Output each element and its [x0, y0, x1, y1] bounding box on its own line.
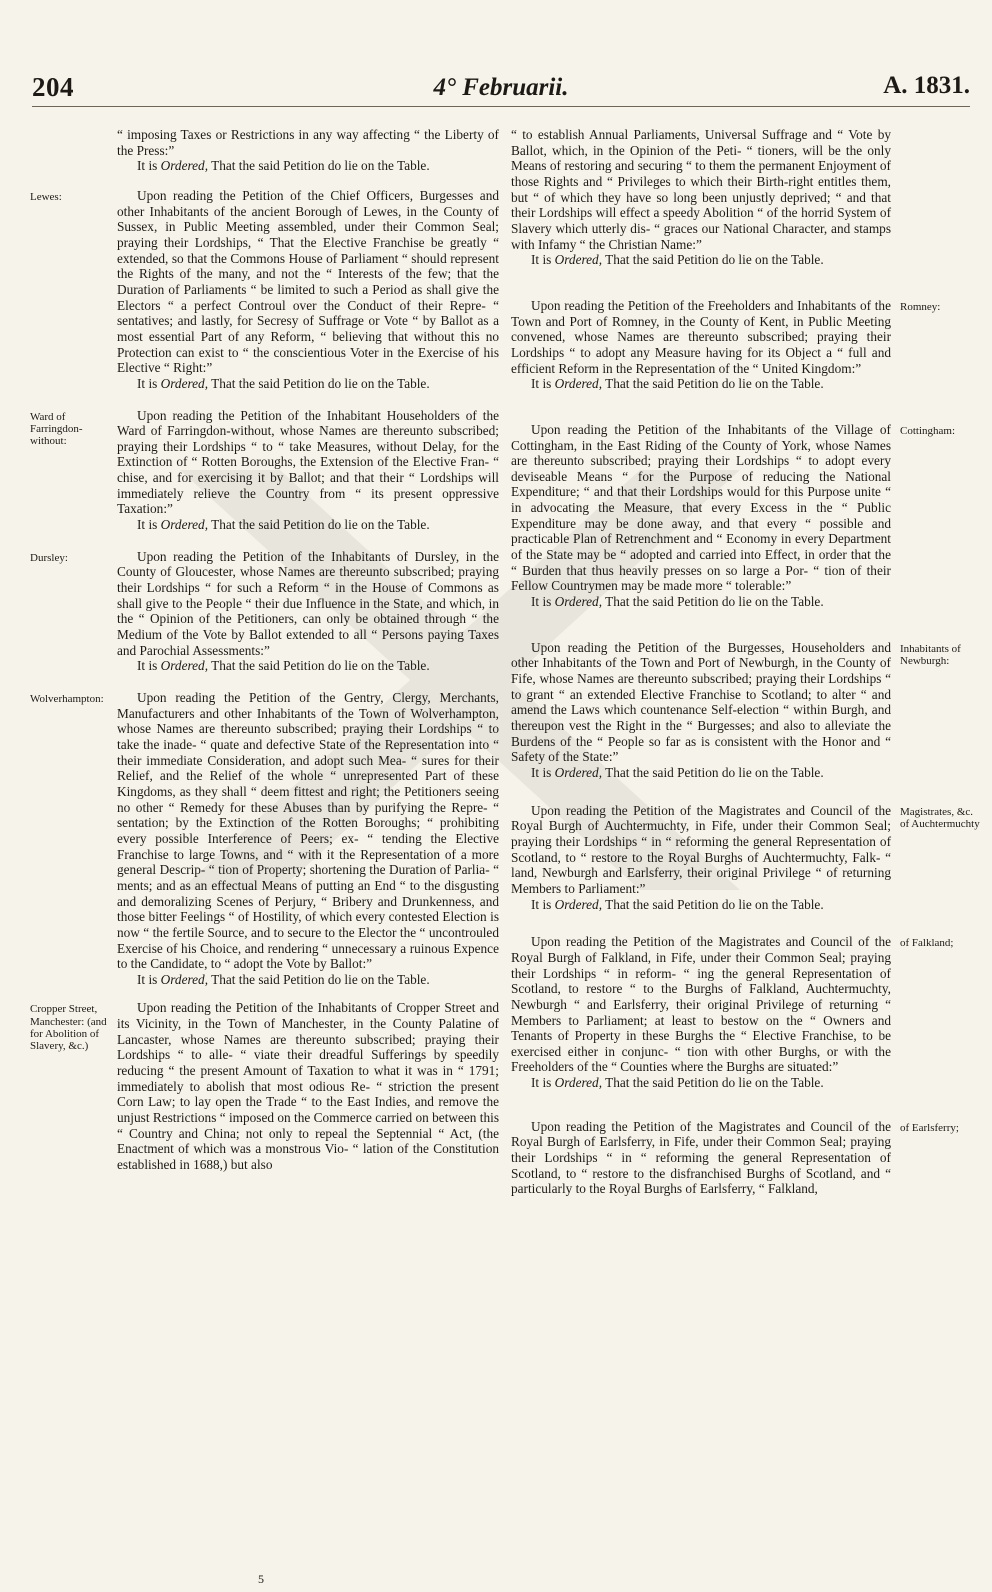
order-ordered: Ordered,: [554, 594, 603, 610]
order-ordered: Ordered,: [160, 517, 209, 533]
right-column: [511, 113, 980, 1197]
margin-label: Wolverhampton:: [30, 693, 104, 705]
order-prefix: It is: [531, 896, 555, 912]
margin-label: of Falkland;: [900, 937, 954, 950]
order-prefix: It is: [137, 658, 161, 674]
petition-entry: [30, 1000, 499, 1173]
order-prefix: It is: [137, 517, 161, 533]
order-suffix: That the said Petition do lie on the Table.: [208, 517, 430, 533]
petition-text: Upon reading the Petition of the Inhabitants of the Village of Cottingham, in the East Riding of the County of York, whose Names are thereunto subscribed; praying their Lordships “ to adopt every deviseable Means “ for the Purpose of reducing the National Expenditure; “ and that their Lordships would for this Purpose unite “ in advocating the Measure, that every Excess in the “ Public Expenditure may be done away, and that every “ possible and practicable Plan of Retrenchment and “ Economy in every Department of the State may be “ adopted and carried into Effect, in order that the “ Burden that thus heavily presses on so large a Por- “ tion of their Fellow Countrymen may be made more “ tolerable:”: [511, 421, 891, 594]
order-line: [117, 158, 499, 174]
order-line: [117, 376, 499, 392]
petition-text: “ imposing Taxes or Restrictions in any way affecting “ the Liberty of the Press:”: [117, 127, 499, 158]
margin-label: of Earlsferry;: [900, 1121, 959, 1134]
petition-text: Upon reading the Petition of the Magistrates and Council of the Royal Burgh of Falkland, in Fife, under their Common Seal; praying their Lordships “ in reform- “ ing the general Representation of Scotland, to restore “ to the Burghs of Falkland, Auchtermuchty, Newburgh “ and Earlsferry, their original Privilege of returning “ Members to Parliament; at least to bestow on the “ Owners and Tenants of Property in these Burghs the “ Elective Franchise, to be exercised either in conjunc- “ tion with other Burghs, or with the Freeholders of the “ Counties where the Burghs are situated:”: [511, 934, 891, 1075]
order-ordered: Ordered,: [554, 1075, 603, 1091]
order-ordered: Ordered,: [554, 252, 603, 268]
margin-label: Cropper Street, Manchester: (and for Abolition of Slavery, &c.): [30, 1003, 107, 1053]
order-ordered: Ordered,: [554, 896, 603, 912]
petition-entry: [30, 407, 499, 533]
order-suffix: That the said Petition do lie on the Table.: [208, 971, 430, 987]
petition-entry: [511, 127, 891, 268]
order-prefix: It is: [531, 376, 555, 392]
petition-text: Upon reading the Petition of the Magistrates and Council of the Royal Burgh of Auchtermuchty, in Fife, under their Common Seal; praying their Lordships “ in “ reforming the general Representation of Scotland, to “ restore to the Royal Burghs of Auchtermuchty, Falk- “ land, Newburgh and Earlsferry, their original Privilege “ of returning Members to Parliament:”: [511, 802, 891, 896]
petition-entry: [511, 639, 961, 781]
order-suffix: That the said Petition do lie on the Table.: [208, 658, 430, 674]
order-ordered: Ordered,: [160, 375, 209, 391]
margin-label: Lewes:: [30, 190, 62, 203]
order-suffix: That the said Petition do lie on the Table.: [602, 376, 824, 392]
order-suffix: That the said Petition do lie on the Table.: [208, 158, 430, 174]
order-line: [117, 517, 499, 533]
petition-entry: [511, 421, 955, 610]
order-ordered: Ordered,: [554, 376, 603, 392]
margin-label: Magistrates, &c. of Auchtermuchty: [900, 805, 980, 830]
order-suffix: That the said Petition do lie on the Table.: [602, 252, 824, 268]
petition-text: Upon reading the Petition of the Gentry, Clergy, Merchants, Manufacturers and other Inhabitants of the Town of Wolverhampton, whose Names are thereunto subscribed; praying their Lordships “ to take the inade- “ quate and defective State of the Representation into “ their immediate Consideration, and adopt such Mea- “ sures for their Relief, and the Relief of the whole “ unrepresented Part of these Kingdoms, as they shall “ deem fittest and right; the Petitioners seeing no other “ Remedy for these Abuses than by purifying the Repre- “ sentation; by the Extinction of the Rotten Boroughs; “ prohibiting every possible Interference of Peers; ex- “ tending the Elective Franchise to large Towns, and “ with it the Representation of a more general Descrip- “ tion of Property; shortening the Duration of Parlia- “ ments; and as an effectual Means of putting an End “ to the disgusting and demoralizing Scenes of Perjury, “ Bribery and Drunkenness, and those bitter Feelings “ of Hostility, of which every contested Election is now “ the fertile Source, and to secure to the Elector the “ uncontrouled Exercise of his Choice, and rendering “ unnecessary a ruinous Expence to the Candidate, to “ adopt the Vote by Ballot:”: [117, 690, 499, 972]
order-suffix: That the said Petition do lie on the Table.: [602, 764, 824, 780]
petition-text: Upon reading the Petition of the Magistrates and Council of the Royal Burgh of Earlsferry, in Fife, under their Common Seal; praying their Lordships “ in “ reforming the general Representation of Scotland, to “ restore to the disfranchised Burghs of Scotland, and “ particularly to the Royal Burghs of Earlsferry, “ Falkland,: [511, 1118, 891, 1197]
petition-entry: [511, 934, 954, 1091]
margin-label: Cottingham:: [900, 424, 955, 437]
margin-label: Romney:: [900, 300, 941, 313]
petition-entry: [511, 802, 980, 913]
petition-text: Upon reading the Petition of the Chief Officers, Burgesses and other Inhabitants of the ancient Borough of Lewes, in the County of Sussex, in Public Meeting assembled, under their Common Seal; praying their Lordships, “ That the Elective Franchise be greatly “ extended, so that the Commons House of Parliament “ should represent the Rights of the many, and not the “ Interests of the few; that the Duration of Parliaments “ be limited to such a Period as shall give the Electors “ a perfect Controul over the Conduct of their Repre- “ sentatives; and lastly, for Secresy of Suffrage or Vote “ by Ballot as a most essential Part of any Reform, “ believing that without this no Protection can exist to “ the conscientious Voter in the Exercise of his Elective “ Right:”: [117, 187, 499, 376]
petition-entry: [511, 1118, 959, 1197]
journal-date: 4° Februarii.: [433, 74, 569, 101]
order-prefix: It is: [137, 158, 161, 174]
petition-entry: [30, 690, 499, 987]
signature-mark: 5: [258, 1572, 264, 1586]
order-line: [511, 765, 891, 781]
petition-text: Upon reading the Petition of the Freeholders and Inhabitants of the Town and Port of Romney, in the County of Kent, in Public Meeting convened, whose Names are thereunto subscribed; praying their Lordships “ to adopt any Measure having for its Object a “ full and efficient Reform in the Representation of the “ United Kingdom:”: [511, 297, 891, 376]
order-line: [117, 972, 499, 988]
order-line: [511, 1075, 891, 1091]
order-suffix: That the said Petition do lie on the Table.: [208, 375, 430, 391]
petition-text: Upon reading the Petition of the Burgesses, Householders and other Inhabitants of the Town and Port of Newburgh, in the County of Fife, whose Names are thereunto subscribed; praying their Lordships “ to grant “ an extended Elective Franchise to Scotland; to alter “ and amend the Laws which countenance Self-election “ within Burgh, and thereupon vest the Right in the “ Burgesses; and also to alleviate the Burdens of the “ People so far as is consistent with the Honor and “ Safety of the State:”: [511, 639, 891, 765]
left-column: [30, 113, 499, 1173]
order-suffix: That the said Petition do lie on the Table.: [602, 896, 824, 912]
order-line: [117, 658, 499, 674]
order-line: [511, 594, 891, 610]
petition-entry: [511, 297, 941, 392]
order-ordered: Ordered,: [160, 971, 209, 987]
order-suffix: That the said Petition do lie on the Table.: [602, 594, 824, 610]
order-line: [511, 897, 891, 913]
order-ordered: Ordered,: [160, 658, 209, 674]
petition-text: “ to establish Annual Parliaments, Universal Suffrage and “ Vote by Ballot, which, in the Opinion of the Peti- “ tioners, will be the only Means of restoring and securing “ to them the permanent Enjoyment of those Rights and “ Privileges to which their Birth-right entitles them, but “ of which they have so long been unjustly deprived; “ and that their Lordships will effect a speedy Abolition “ of the horrid System of Slavery which utterly dis- “ graces our National Character, and stamps with Infamy “ the Christian Name:”: [511, 127, 891, 252]
order-line: [511, 376, 891, 392]
margin-label: Dursley:: [30, 551, 68, 564]
order-prefix: It is: [531, 1075, 555, 1091]
page-number: 204: [32, 72, 74, 102]
page-header: [32, 72, 970, 107]
order-prefix: It is: [137, 375, 161, 391]
margin-label: Ward of Farringdon-without:: [30, 410, 83, 448]
petition-entry: [117, 127, 499, 174]
petition-entry: [30, 187, 499, 392]
order-ordered: Ordered,: [160, 158, 209, 174]
order-prefix: It is: [137, 971, 161, 987]
margin-label: Inhabitants of Newburgh:: [900, 642, 961, 668]
petition-text: Upon reading the Petition of the Inhabitant Householders of the Ward of Farringdon-without, whose Names are thereunto subscribed; praying their Lordships “ to “ take Measures, without Delay, for the Extinction of “ Rotten Boroughs, the Extension of the Elective Fran- “ chise, and for exercising it by Ballot; and that their “ Lordships will immediately relieve the Country from “ its present oppressive Taxation:”: [117, 407, 499, 517]
journal-year: A. 1831.: [883, 72, 970, 99]
petition-entry: [30, 548, 499, 674]
order-prefix: It is: [531, 252, 555, 268]
order-prefix: It is: [531, 764, 555, 780]
order-ordered: Ordered,: [554, 764, 603, 780]
order-suffix: That the said Petition do lie on the Table.: [602, 1075, 824, 1091]
petition-text: Upon reading the Petition of the Inhabitants of Cropper Street and its Vicinity, in the Town of Manchester, in the County Palatine of Lancaster, whose Names are thereunto subscribed; praying their Lordships “ to alle- “ viate their dreadful Sufferings by speedily reducing “ the present Amount of Taxation to what it was in “ 1791; immediately to abolish that most odious Re- “ striction the present Corn Law; to lay open the Trade “ to the East Indies, and remove the unjust Restrictions “ imposed on the Commerce carried on between this “ Country and China; not only to repeal the Septennial “ Act, (the Enactment of which was a monstrous Vio- “ lation of the Constitution established in 1688,) but also: [117, 1000, 499, 1173]
order-line: [511, 252, 891, 268]
order-prefix: It is: [531, 594, 555, 610]
petition-text: Upon reading the Petition of the Inhabitants of Dursley, in the County of Gloucester, whose Names are thereunto subscribed; praying their Lordships “ for such a Reform “ in the House of Commons as shall give to the People “ their due Influence in the State, and which, in the “ Opinion of the Petitioners, can only be obtained through “ the Medium of the Vote by Ballot extended to all “ Persons paying Taxes and Parochial Assessments:”: [117, 548, 499, 658]
